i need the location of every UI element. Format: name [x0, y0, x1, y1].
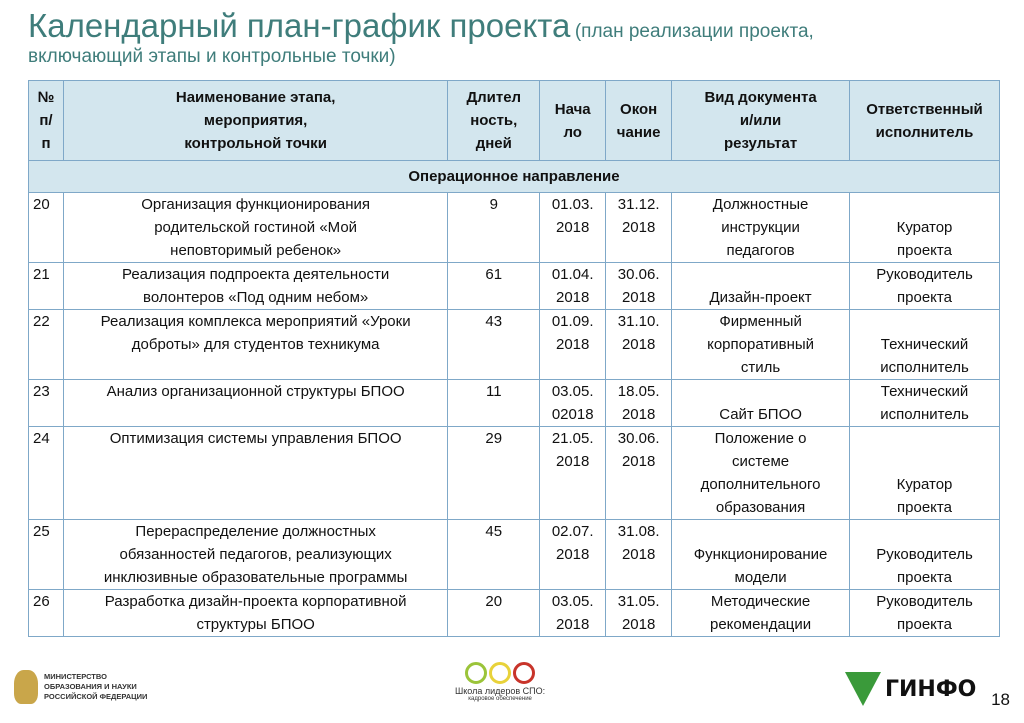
cell-name: Организация функционирования родительской гостиной «Мой неповторимый ребенок» — [63, 193, 447, 263]
cell-doc: Фирменный корпоративный стиль — [672, 310, 850, 380]
schedule-table — [28, 80, 1000, 637]
cell-resp: Куратор проекта — [850, 427, 1000, 520]
cell-end: 31.05. 2018 — [606, 590, 672, 637]
cell-name: Оптимизация системы управления БПОО — [63, 427, 447, 520]
cell-start: 03.05. 2018 — [540, 590, 606, 637]
cell-doc: Функционирование модели — [672, 520, 850, 590]
column-header: Окон чание — [606, 81, 672, 161]
cell-doc: Положение о системе дополнительного образования — [672, 427, 850, 520]
cell-start: 21.05. 2018 — [540, 427, 606, 520]
cell-resp: Технический исполнитель — [850, 380, 1000, 427]
cell-days: 20 — [448, 590, 540, 637]
column-header: № п/ п — [29, 81, 64, 161]
cell-end: 30.06. 2018 — [606, 263, 672, 310]
cell-end: 31.08. 2018 — [606, 520, 672, 590]
title-paren: (план реализации проекта, — [574, 21, 814, 42]
cell-end: 18.05. 2018 — [606, 380, 672, 427]
column-header: Ответственный исполнитель — [850, 81, 1000, 161]
cell-start: 01.04. 2018 — [540, 263, 606, 310]
ministry-logo — [14, 670, 147, 704]
school-subtext: кадровое обеспечение — [468, 696, 532, 702]
page-number: 18 — [991, 690, 1010, 709]
cell-name: Реализация подпроекта деятельности волонтеров «Под одним небом» — [63, 263, 447, 310]
cell-name: Перераспределение должностных обязанностей педагогов, реализующих инклюзивные образовательные программы — [63, 520, 447, 590]
triangle-icon — [845, 672, 881, 706]
cell-days: 29 — [448, 427, 540, 520]
cell-n: 20 — [29, 193, 64, 263]
cell-doc: Дизайн-проект — [672, 263, 850, 310]
title-main: Календарный план-график проекта — [28, 7, 571, 44]
cell-resp: Руководитель проекта — [850, 590, 1000, 637]
ministry-text: МИНИСТЕРСТВО ОБРАЗОВАНИЯ И НАУКИ РОССИЙСКОЙ ФЕДЕРАЦИИ — [44, 672, 148, 701]
cell-days: 11 — [448, 380, 540, 427]
cell-start: 02.07. 2018 — [540, 520, 606, 590]
table-row — [29, 263, 1000, 310]
cell-start: 03.05. 02018 — [540, 380, 606, 427]
cell-days: 43 — [448, 310, 540, 380]
table-header-row — [29, 81, 1000, 161]
cell-start: 01.03. 2018 — [540, 193, 606, 263]
cell-start: 01.09. 2018 — [540, 310, 606, 380]
ginfo-logo — [845, 672, 976, 706]
cell-resp: Технический исполнитель — [850, 310, 1000, 380]
cell-resp: Куратор проекта — [850, 193, 1000, 263]
cell-doc: Должностные инструкции педагогов — [672, 193, 850, 263]
table-row — [29, 520, 1000, 590]
cell-name: Разработка дизайн-проекта корпоративной структуры БПОО — [63, 590, 447, 637]
title-line2: включающий этапы и контрольные точки) — [28, 45, 396, 67]
table-row — [29, 590, 1000, 637]
cell-n: 23 — [29, 380, 64, 427]
cell-resp: Руководитель проекта — [850, 520, 1000, 590]
table-row — [29, 310, 1000, 380]
cell-name: Реализация комплекса мероприятий «Уроки доброты» для студентов техникума — [63, 310, 447, 380]
column-header: Наименование этапа, мероприятия, контрольной точки — [63, 81, 447, 161]
cell-end: 31.12. 2018 — [606, 193, 672, 263]
cell-end: 31.10. 2018 — [606, 310, 672, 380]
footer — [0, 660, 1024, 723]
cell-days: 9 — [448, 193, 540, 263]
cell-end: 30.06. 2018 — [606, 427, 672, 520]
cell-n: 24 — [29, 427, 64, 520]
cell-n: 26 — [29, 590, 64, 637]
cell-doc: Сайт БПОО — [672, 380, 850, 427]
table-row — [29, 193, 1000, 263]
people-icon — [455, 662, 545, 684]
section-label: Операционное направление — [29, 161, 1000, 193]
slide-title — [28, 6, 1008, 68]
school-logo — [455, 662, 545, 702]
column-header: Нача ло — [540, 81, 606, 161]
cell-name: Анализ организационной структуры БПОО — [63, 380, 447, 427]
column-header: Вид документа и/или результат — [672, 81, 850, 161]
table-row — [29, 427, 1000, 520]
cell-days: 45 — [448, 520, 540, 590]
table-row — [29, 380, 1000, 427]
cell-days: 61 — [448, 263, 540, 310]
cell-resp: Руководитель проекта — [850, 263, 1000, 310]
section-row — [29, 161, 1000, 193]
cell-n: 21 — [29, 263, 64, 310]
coat-of-arms-icon — [14, 670, 38, 704]
school-text: Школа лидеров СПО: — [455, 686, 546, 696]
ginfo-text: ГИНФО — [885, 676, 977, 702]
cell-n: 25 — [29, 520, 64, 590]
cell-doc: Методические рекомендации — [672, 590, 850, 637]
column-header: Длител ность, дней — [448, 81, 540, 161]
cell-n: 22 — [29, 310, 64, 380]
